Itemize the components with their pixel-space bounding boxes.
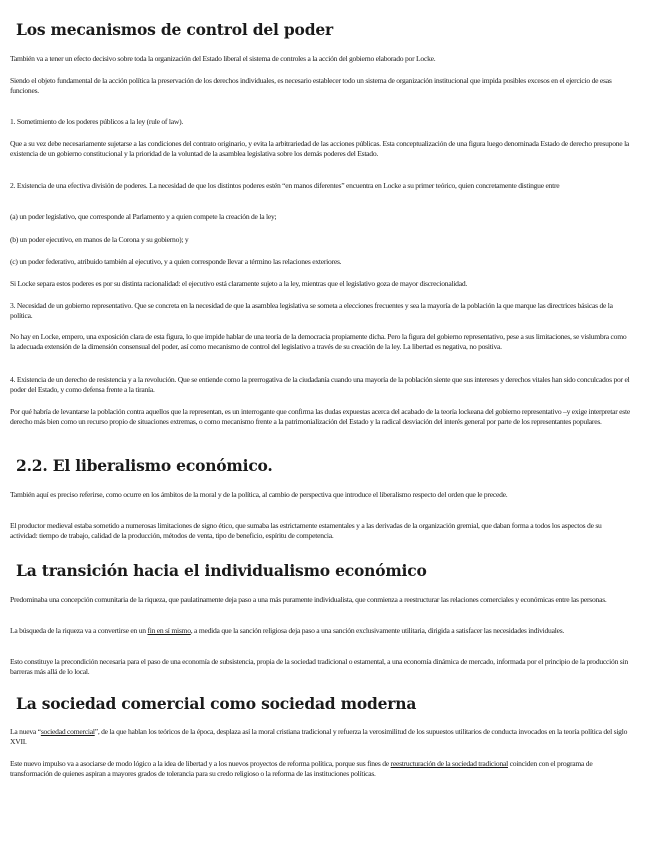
paragraph: 4. Existencia de un derecho de resistencia y a la revolución. Que se entiende como la prerrogativa de la ciudadanía cuando una mayoría de la población siente que sus intereses y derechos vitales han sido conculcados por el poder del Estado, y como defensa frente a la tiranía. [10,375,630,395]
paragraph: Si Locke separa estos poderes es por su distinta racionalidad: el ejecutivo está claramente sujeto a la ley, mientras que el legislativo goza de mayor discrecionalidad. [10,279,468,288]
paragraph: (a) un poder legislativo, que corresponde al Parlamento y a quien compete la creación de la ley; [10,212,277,221]
paragraph: La búsqueda de la riqueza va a convertirse en un fin en sí mismo, a medida que la sanción religiosa deja paso a una sanción exclusivamente utilitaria, dirigida a satisfacer las necesidades individuales. [10,626,565,635]
paragraph: Que a su vez debe necesariamente sujetarse a las condiciones del contrato originario, y evita la arbitrariedad de las acciones públicas. Esta conceptualización de una figura luego denominada Estado de derecho presupone la existencia de un gobierno constitucional y la prioridad de la voluntad de la asamblea legislativa sobre los demás poderes del Estado. [10,139,630,159]
paragraph: Esto constituye la precondición necesaria para el paso de una economía de subsistencia, propia de la sociedad tradicional o estamental, a una economía dinámica de mercado, informada por el principio de la producción sin barreras más allá de lo local. [10,657,628,677]
paragraph: (b) un poder ejecutivo, en manos de la Corona y su gobierno); y [10,235,189,244]
paragraph [10,727,630,747]
paragraph [10,759,630,779]
sociedad-comercial-link[interactable]: sociedad comercial [40,727,95,736]
paragraph: Siendo el objeto fundamental de la acción política la preservación de los derechos individuales, es necesario establecer todo un sistema de organización institucional que impida posibles excesos en el ejercicio de esas funciones. [10,76,612,96]
paragraph: 1. Sometimiento de los poderes públicos a la ley (rule of law). [10,117,183,126]
paragraph: Predominaba una concepción comunitaria de la riqueza, que paulatinamente deja paso a una más puramente individualista, que conmienza a reestructurar las relaciones comerciales y económicas entre las personas. [10,595,607,604]
paragraph: También aquí es preciso referirse, como ocurre en los ámbitos de la moral y de la política, al cambio de perspectiva que introduce el liberalismo respecto del orden que le precede. [10,490,508,499]
section-title-transicion: La transición hacia el individualismo económico [16,561,427,580]
section-title-liberalismo-economico: 2.2. El liberalismo económico. [16,456,273,475]
text-run: ”, de la que hablan los teóricos de la época, desplaza así la moral cristiana tradicional y refuerza la verosimilitud de los supuestos utilitarios de conducta invocados en la teoría política del siglo XVII. [10,727,628,747]
paragraph: El productor medieval estaba sometido a numerosas limitaciones de signo ético, que sumaba las estrictamente estamentales y a las derivadas de la organización gremial, que daban forma a todos los aspectos de su actividad: tiempo de trabajo, calidad de la producción, métodos de venta, tipo de beneficio, espíritu de competencia. [10,521,602,541]
paragraph: Por qué habría de levantarse la población contra aquellos que la representan, es un interrogante que confirma las dudas expuestas acerca del acabado de la teoría lockeana del gobierno representativo –y exige interpretar este derecho más bien como un recurso propio de situaciones extremas, o como mecanismo frente a la patrimonialización del Estado y la radical desviación del interés general por parte de los representantes populares. [10,407,630,427]
paragraph: 3. Necesidad de un gobierno representativo. Que se concreta en la necesidad de que la asamblea legislativa se someta a elecciones frecuentes y sea la mayoría de la población la que marque las directrices básicas de la política. [10,301,613,321]
paragraph: También va a tener un efecto decisivo sobre toda la organización del Estado liberal el sistema de controles a la acción del gobierno elaborado por Locke. [10,54,436,63]
paragraph: No hay en Locke, empero, una exposición clara de esta figura, lo que impide hablar de una teoría de la democracia propiamente dicha. Pero la figura del gobierno representativo, pese a sus limitaciones, se vislumbra como la adecuada extensión de la dimensión consensual del poder, así como mecanismo de control del legislativo a través de su creación de la ley. La libertad es negativa, no positiva. [10,332,627,352]
paragraph: 2. Existencia de una efectiva división de poderes. La necesidad de que los distintos poderes estén “en manos diferentes” encuentra en Locke a su primer teórico, quien concretamente distingue entre [10,181,560,190]
text-run: coinciden con el programa de transformación de quienes aspiran a mayores grados de tolerancia para su credo religioso o la reforma de las instituciones políticas. [10,759,593,779]
text-run: La nueva “ [10,727,41,736]
fin-en-si-mismo-link[interactable]: fin en sí mismo [147,626,191,635]
reestructuracion-link[interactable]: reestructuración de la sociedad tradicional [390,759,508,768]
section-title-control-poder: Los mecanismos de control del poder [16,20,333,39]
paragraph: (c) un poder federativo, atribuido también al ejecutivo, y a quien corresponde llevar a término las relaciones exteriores. [10,257,342,266]
text-run: Este nuevo impulso va a asociarse de modo lógico a la idea de libertad y a los nuevos proyectos de reforma política, porque sus fines de [10,759,391,768]
section-title-sociedad-comercial: La sociedad comercial como sociedad moderna [16,694,417,713]
